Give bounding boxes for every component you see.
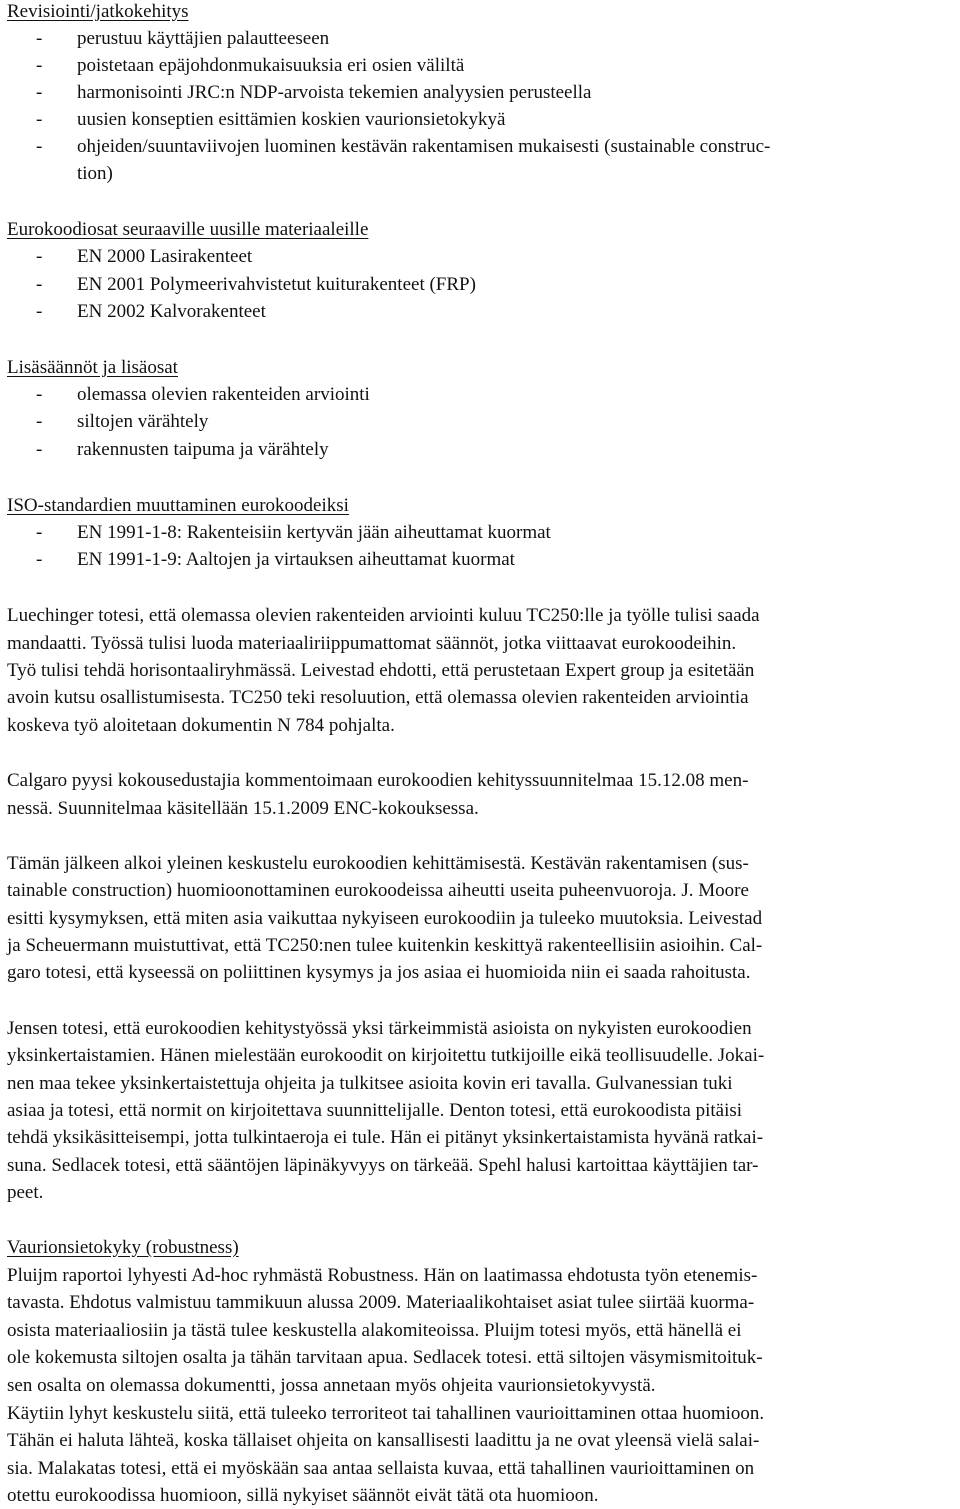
list-item: - perustuu käyttäjien palautteeseen <box>36 28 330 49</box>
paragraph-line: mandaatti. Työssä tulisi luoda materiaaliriippumattomat säännöt, jotka viittaavat eurokoodeihin. <box>7 633 737 654</box>
paragraph-line: Käytiin lyhyt keskustelu siitä, että tuleeko terroriteot tai tahallinen vaurioittaminen ottaa huomioon. <box>7 1403 765 1424</box>
list-item: - siltojen värähtely <box>36 411 209 432</box>
paragraph-line: osista materiaaliosiin ja tästä tulee keskustella alakomiteoissa. Pluijm totesi myös, että hänellä ei <box>7 1320 742 1341</box>
paragraph-line: tehdä yksikäsitteisempi, jotta tulkintaeroja ei tule. Hän ei pitänyt yksinkertaistamista hyvänä ratkai- <box>7 1127 764 1148</box>
list-item: - EN 1991-1-9: Aaltojen ja virtauksen aiheuttamat kuormat <box>36 549 515 570</box>
paragraph-line: koskeva työ aloitetaan dokumentin N 784 pohjalta. <box>7 715 395 736</box>
paragraph-line: esitti kysymyksen, että miten asia vaikuttaa nykyiseen eurokoodiin ja tuleeko muutoksia. Leivestad <box>7 908 763 929</box>
list-item: - harmonisointi JRC:n NDP-arvoista tekemien analyysien perusteella <box>36 82 592 103</box>
paragraph-line: garo totesi, että kyseessä on poliittinen kysymys ja jos asiaa ei huomioida niin ei saada rahoitusta. <box>7 962 751 983</box>
paragraph-line: tavasta. Ehdotus valmistuu tammikuun alussa 2009. Materiaalikohtaiset asiat tulee siirtää kuorma- <box>7 1292 755 1313</box>
list-item: - EN 2000 Lasirakenteet <box>36 246 253 267</box>
list-item: - EN 2001 Polymeerivahvistetut kuiturakenteet (FRP) <box>36 274 476 295</box>
section-heading-revisiointi: Revisiointi/jatkokehitys <box>7 1 189 22</box>
list-item: - EN 2002 Kalvorakenteet <box>36 301 266 322</box>
paragraph-line: Calgaro pyysi kokousedustajia kommentoimaan eurokoodien kehityssuunnitelmaa 15.12.08 men- <box>7 770 749 791</box>
section-heading-vaurionsietokyky: Vaurionsietokyky (robustness) <box>7 1237 239 1258</box>
paragraph-line: avoin kutsu osallistumisesta. TC250 teki resoluution, että olemassa olevien rakenteiden arviointia <box>7 687 749 708</box>
paragraph-line: otettu eurokoodissa huomioon, sillä nykyiset säännöt eivät tätä ota huomioon. <box>7 1485 599 1506</box>
paragraph-line: Pluijm raportoi lyhyesti Ad-hoc ryhmästä Robustness. Hän on laatimassa ehdotusta työn etenemis- <box>7 1265 758 1286</box>
paragraph-line: Työ tulisi tehdä horisontaaliryhmässä. Leivestad ehdotti, että perustetaan Expert group ja esitetään <box>7 660 755 681</box>
list-item: - uusien konseptien esittämien koskien vaurionsietokykyä <box>36 109 506 130</box>
list-item: - olemassa olevien rakenteiden arviointi <box>36 384 370 405</box>
paragraph-line: Tämän jälkeen alkoi yleinen keskustelu eurokoodien kehittämisestä. Kestävän rakentamisen (sus- <box>7 853 749 874</box>
section-heading-iso: ISO-standardien muuttaminen eurokoodeiksi <box>7 495 349 516</box>
list-item-continuation: tion) <box>77 163 113 184</box>
paragraph-line: ole kokemusta siltojen osalta ja tähän tarvitaan apua. Sedlacek totesi. että siltojen väsymismitoituk- <box>7 1347 763 1368</box>
paragraph-line: sen osalta on olemassa dokumentti, jossa annetaan myös ohjeita vaurionsietokyvystä. <box>7 1375 656 1396</box>
paragraph-line: Tähän ei haluta lähteä, koska tällaiset ohjeita on kansallisesti laadittu ja ne ovat yleensä vielä salai- <box>7 1430 760 1451</box>
paragraph-line: nen maa tekee yksinkertaistettuja ohjeita ja tulkitsee asioita kovin eri tavalla. Gulvanessian tuki <box>7 1073 733 1094</box>
paragraph-line: asiaa ja totesi, että normit on kirjoitettava suunnittelijalle. Denton totesi, että eurokoodista pitäisi <box>7 1100 743 1121</box>
list-item: - rakennusten taipuma ja värähtely <box>36 439 329 460</box>
paragraph-line: peet. <box>7 1182 44 1203</box>
section-heading-lisasaannot: Lisäsäännöt ja lisäosat <box>7 357 178 378</box>
paragraph-line: tainable construction) huomioonottaminen eurokoodeissa aiheutti useita puheenvuoroja. J. Moore <box>7 880 749 901</box>
paragraph-line: Jensen totesi, että eurokoodien kehitystyössä yksi tärkeimmistä asioista on nykyisten eurokoodien <box>7 1018 752 1039</box>
paragraph-line: nessä. Suunnitelmaa käsitellään 15.1.2009 ENC-kokouksessa. <box>7 798 479 819</box>
list-item: - EN 1991-1-8: Rakenteisiin kertyvän jään aiheuttamat kuormat <box>36 522 551 543</box>
paragraph-line: yksinkertaistamien. Hänen mielestään eurokoodit on kirjoitettu tutkijoille eikä teollisuudelle. Jokai- <box>7 1045 765 1066</box>
paragraph-line: suna. Sedlacek totesi, että sääntöjen läpinäkyvyys on tärkeää. Spehl halusi kartoittaa käyttäjien tar- <box>7 1155 759 1176</box>
list-item: - ohjeiden/suuntaviivojen luominen kestävän rakentamisen mukaisesti (sustainable construc- <box>36 136 771 157</box>
list-item: - poistetaan epäjohdonmukaisuuksia eri osien väliltä <box>36 55 465 76</box>
paragraph-line: Luechinger totesi, että olemassa olevien rakenteiden arviointi kuluu TC250:lle ja työlle tulisi saada <box>7 605 760 626</box>
section-heading-eurokoodiosat: Eurokoodiosat seuraaville uusille materiaaleille <box>7 219 369 240</box>
paragraph-line: ja Scheuermann muistuttivat, että TC250:nen tulee kuitenkin keskittyä rakenteellisiin asioihin. Cal- <box>7 935 763 956</box>
paragraph-line: sia. Malakatas totesi, että ei myöskään saa antaa sellaista kuvaa, että tahallinen vaurioittaminen on <box>7 1458 755 1479</box>
